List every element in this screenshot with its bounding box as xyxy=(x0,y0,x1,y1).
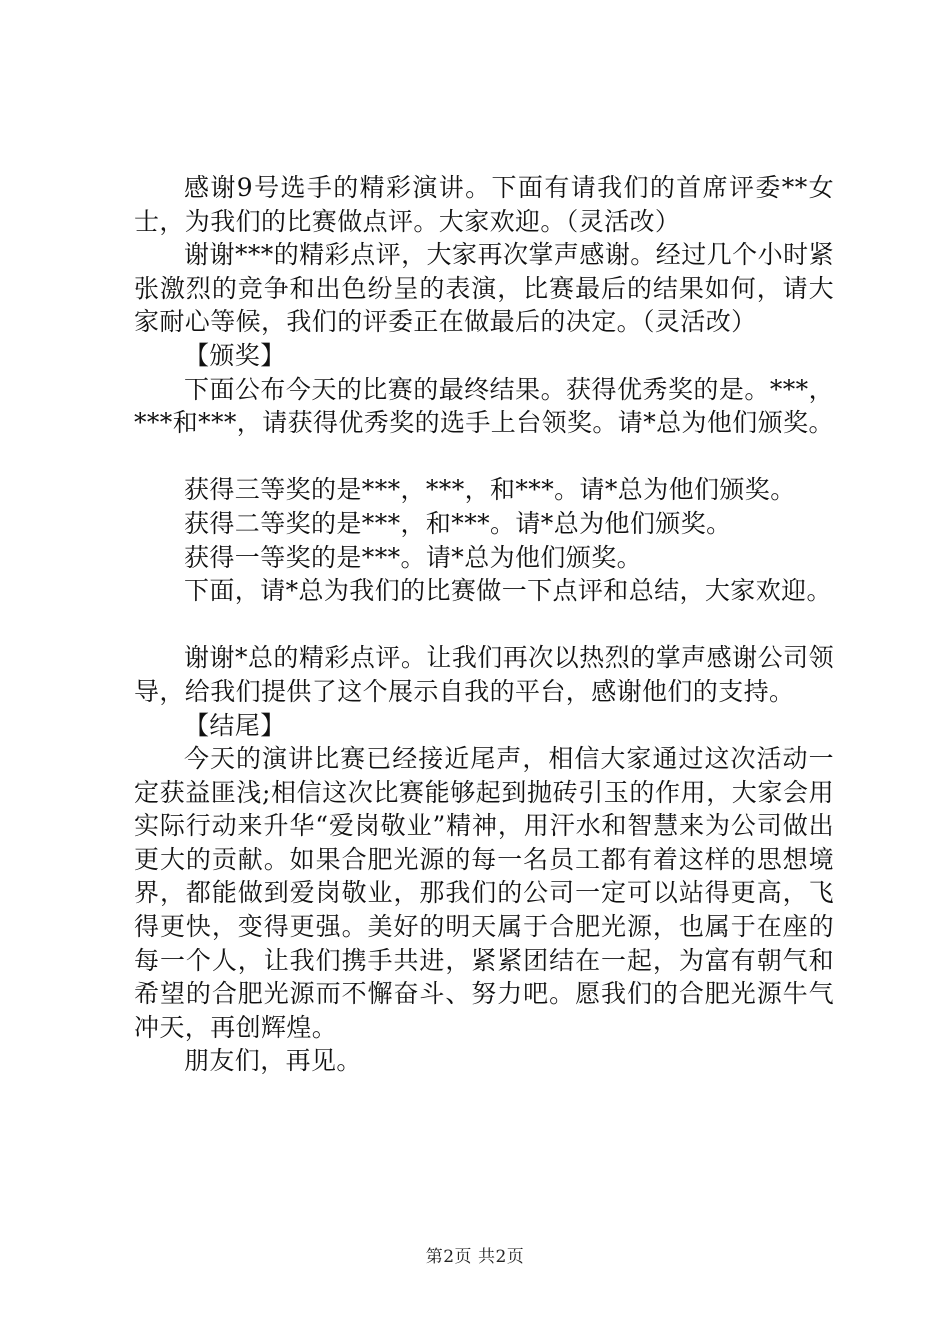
paragraph-first-prize: 获得一等奖的是***。请*总为他们颁奖。 xyxy=(184,542,643,572)
paragraph-third-prize: 获得三等奖的是***，***，和***。请*总为他们颁奖。 xyxy=(184,475,796,505)
spacer xyxy=(134,608,834,642)
paragraph-closing-speech: 今天的演讲比赛已经接近尾声，相信大家通过这次活动一定获益匪浅;相信这次比赛能够起到抛砖引玉的作用，大家会用实际行动来升华“爱岗敬业”精神，用汗水和智慧来为公司做出更大的贡献。如果合肥光源的每一名员工都有着这样的思想境界，都能做到爱岗敬业，那我们的公司一定可以站得更高，飞得更快，变得更强。美好的明天属于合肥光源，也属于在座的每一个人，让我们携手共进，紧紧团结在一起，为富有朝气和希望的合肥光源而不懈奋斗、努力吧。愿我们的合肥光源牛气冲天，再创辉煌。 xyxy=(134,744,834,1042)
document-body xyxy=(134,171,834,1078)
paragraph-thanks-leaders: 谢谢*总的精彩点评。让我们再次以热烈的掌声感谢公司领导，给我们提供了这个展示自我的平台，感谢他们的支持。 xyxy=(134,643,834,706)
paragraph-summary-invite: 下面，请*总为我们的比赛做一下点评和总结，大家欢迎。 xyxy=(184,576,832,606)
spacer xyxy=(134,440,834,474)
page-number-footer: 第2页 共2页 xyxy=(425,1247,525,1267)
section-heading-closing: 【结尾】 xyxy=(184,710,286,740)
paragraph-judge-invite: 感谢9号选手的精彩演讲。下面有请我们的首席评委**女士，为我们的比赛做点评。大家欢迎。（灵活改） xyxy=(134,173,834,236)
paragraph-second-prize: 获得二等奖的是***，和***。请*总为他们颁奖。 xyxy=(184,508,732,538)
paragraph-farewell: 朋友们，再见。 xyxy=(184,1046,362,1076)
paragraph-thanks-waiting: 谢谢***的精彩点评，大家再次掌声感谢。经过几个小时紧张激烈的竞争和出色纷呈的表演，比赛最后的结果如何，请大家耐心等候，我们的评委正在做最后的决定。（灵活改） xyxy=(134,240,834,337)
section-heading-award: 【颁奖】 xyxy=(184,340,286,370)
paragraph-excellence-award: 下面公布今天的比赛的最终结果。获得优秀奖的是。***，***和***，请获得优秀奖的选手上台领奖。请*总为他们颁奖。 xyxy=(134,374,834,438)
